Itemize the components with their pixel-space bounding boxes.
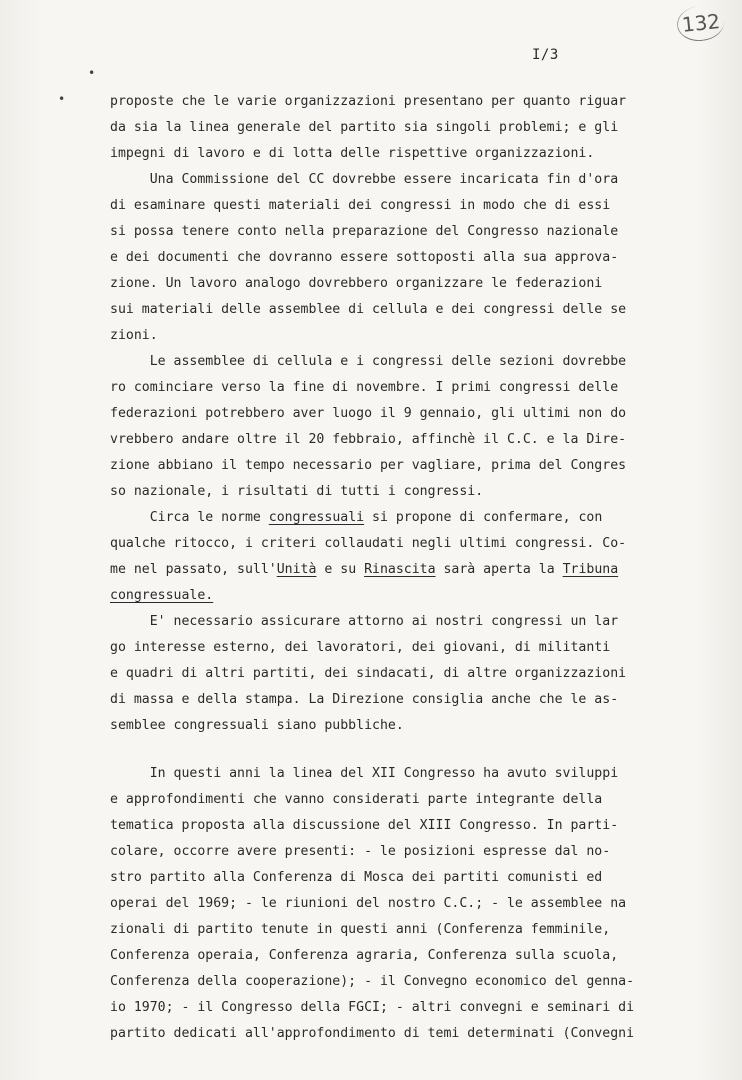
underlined-text: Unità bbox=[276, 562, 317, 577]
text-segment: vrebbero andare oltre il 20 febbraio, affinchè il C.C. e la Dire- bbox=[110, 432, 627, 447]
text-segment: Conferenza della cooperazione); - il Convegno economico del genna- bbox=[110, 974, 635, 989]
text-segment: stro partito alla Conferenza di Mosca dei partiti comunisti ed bbox=[110, 870, 603, 885]
text-segment: e quadri di altri partiti, dei sindacati, di altre organizzazioni bbox=[110, 666, 627, 681]
text-segment: e su bbox=[316, 562, 365, 577]
text-line bbox=[110, 89, 700, 115]
text-segment: sarà aperta la bbox=[435, 562, 563, 577]
text-line bbox=[110, 969, 700, 995]
margin-mark: • bbox=[58, 92, 66, 106]
text-segment: zioni. bbox=[110, 328, 158, 343]
text-line bbox=[110, 891, 700, 917]
text-segment: di esaminare questi materiali dei congressi in modo che di essi bbox=[110, 198, 611, 213]
text-segment: e approfondimenti che vanno considerati parte integrante della bbox=[110, 792, 603, 807]
text-line bbox=[110, 713, 700, 739]
text-line bbox=[110, 141, 700, 167]
text-segment: zione. Un lavoro analogo dovrebbero organizzare le federazioni bbox=[110, 276, 603, 291]
text-segment: Circa le norme bbox=[110, 510, 269, 525]
text-block-1 bbox=[110, 89, 700, 739]
text-segment: colare, occorre avere presenti: - le posizioni espresse dal no- bbox=[110, 844, 611, 859]
text-line bbox=[110, 995, 700, 1021]
text-line bbox=[110, 917, 700, 943]
text-segment: federazioni potrebbero aver luogo il 9 gennaio, gli ultimi non do bbox=[110, 406, 627, 421]
underlined-text: congressuale. bbox=[110, 588, 214, 603]
text-segment: Una Commissione del CC dovrebbe essere incaricata fin d'ora bbox=[110, 172, 619, 187]
text-segment: ro cominciare verso la fine di novembre. I primi congressi delle bbox=[110, 380, 619, 395]
text-line bbox=[110, 661, 700, 687]
text-line bbox=[110, 375, 700, 401]
text-line bbox=[110, 349, 700, 375]
text-segment: me nel passato, sull' bbox=[110, 562, 277, 577]
text-line bbox=[110, 687, 700, 713]
text-segment: go interesse esterno, dei lavoratori, dei giovani, di militanti bbox=[110, 640, 611, 655]
text-segment: proposte che le varie organizzazioni presentano per quanto riguar bbox=[110, 94, 627, 109]
text-segment: Le assemblee di cellula e i congressi delle sezioni dovrebbe bbox=[110, 354, 627, 369]
text-segment: sui materiali delle assemblee di cellula e dei congressi delle se bbox=[110, 302, 627, 317]
text-line bbox=[110, 787, 700, 813]
text-line bbox=[110, 609, 700, 635]
text-segment: so nazionale, i risultati di tutti i congressi. bbox=[110, 484, 484, 499]
text-line bbox=[110, 839, 700, 865]
text-segment: semblee congressuali siano pubbliche. bbox=[110, 718, 404, 733]
text-segment: si propone di confermare, con bbox=[364, 510, 603, 525]
text-line bbox=[110, 297, 700, 323]
text-line bbox=[110, 245, 700, 271]
text-segment: da sia la linea generale del partito sia singoli problemi; e gli bbox=[110, 120, 619, 135]
text-line bbox=[110, 943, 700, 969]
text-line bbox=[110, 583, 700, 609]
underlined-text: congressuali bbox=[268, 510, 365, 525]
text-line bbox=[110, 531, 700, 557]
text-segment: tematica proposta alla discussione del XIII Congresso. In parti- bbox=[110, 818, 619, 833]
text-line bbox=[110, 865, 700, 891]
text-segment: In questi anni la linea del XII Congresso ha avuto sviluppi bbox=[110, 766, 619, 781]
text-line bbox=[110, 193, 700, 219]
text-line bbox=[110, 557, 700, 583]
text-line bbox=[110, 323, 700, 349]
text-line bbox=[110, 167, 700, 193]
text-line bbox=[110, 635, 700, 661]
text-segment: e dei documenti che dovranno essere sottoposti alla sua approva- bbox=[110, 250, 619, 265]
text-segment: impegni di lavoro e di lotta delle rispettive organizzazioni. bbox=[110, 146, 595, 161]
text-line bbox=[110, 219, 700, 245]
text-line bbox=[110, 479, 700, 505]
text-block-2 bbox=[110, 761, 700, 1047]
text-segment: zionali di partito tenute in questi anni (Conferenza femminile, bbox=[110, 922, 611, 937]
text-segment: qualche ritocco, i criteri collaudati negli ultimi congressi. Co- bbox=[110, 536, 627, 551]
text-line bbox=[110, 115, 700, 141]
text-segment: di massa e della stampa. La Direzione consiglia anche che le as- bbox=[110, 692, 619, 707]
text-segment: partito dedicati all'approfondimento di temi determinati (Convegni bbox=[110, 1026, 635, 1041]
text-line bbox=[110, 813, 700, 839]
text-line bbox=[110, 453, 700, 479]
text-line bbox=[110, 505, 700, 531]
text-line bbox=[110, 271, 700, 297]
underlined-text: Rinascita bbox=[364, 562, 436, 577]
text-line bbox=[110, 761, 700, 787]
text-segment: E' necessario assicurare attorno ai nostri congressi un lar bbox=[110, 614, 619, 629]
archive-number-stamp: 132 bbox=[675, 4, 725, 44]
text-segment: Conferenza operaia, Conferenza agraria, Conferenza sulla scuola, bbox=[110, 948, 619, 963]
underlined-text: Tribuna bbox=[562, 562, 619, 577]
text-line bbox=[110, 1021, 700, 1047]
text-segment: operai del 1969; - le riunioni del nostro C.C.; - le assemblee na bbox=[110, 896, 627, 911]
margin-mark: • bbox=[88, 66, 96, 80]
text-line bbox=[110, 401, 700, 427]
text-line bbox=[110, 427, 700, 453]
text-segment: zione abbiano il tempo necessario per vagliare, prima del Congres bbox=[110, 458, 627, 473]
page-number: I/3 bbox=[532, 47, 559, 63]
text-segment: io 1970; - il Congresso della FGCI; - altri convegni e seminari di bbox=[110, 1000, 635, 1015]
text-segment: si possa tenere conto nella preparazione del Congresso nazionale bbox=[110, 224, 619, 239]
